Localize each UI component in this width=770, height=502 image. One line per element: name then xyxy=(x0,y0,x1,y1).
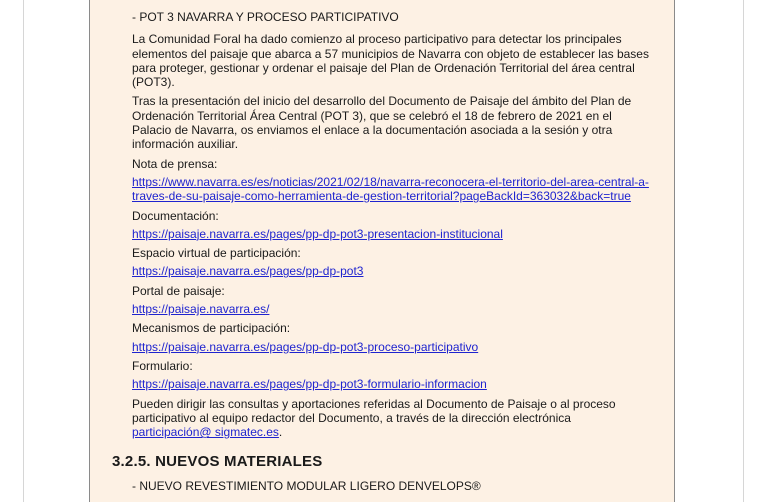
label-virtual-space: Espacio virtual de participación: xyxy=(132,246,301,261)
label-press-note: Nota de prensa: xyxy=(132,156,218,171)
link-form[interactable]: https://paisaje.navarra.es/pages/pp-dp-pot3-formulario-informacion xyxy=(132,377,487,392)
section-heading: 3.2.5. NUEVOS MATERIALES xyxy=(112,453,323,470)
paragraph-presentation: Tras la presentación del inicio del desarrollo del Documento de Paisaje del ámbito del Plan de Ordenación Territorial Área Central (POT 3), que se celebró el 18 de febrero de 2021 en el Palacio de Navarra, os enviamos el enlace a la documentación asociada a la sesión y otra información auxiliar. xyxy=(132,94,632,152)
link-press-note[interactable]: https://www.navarra.es/es/noticias/2021/02/18/navarra-reconocera-el-territorio-del-area-central-a-traves-de-su-paisaje-como-herramienta-de-gestion-territorial?pageBackId=363032&back=true xyxy=(132,174,649,204)
link-participation-mechanisms[interactable]: https://paisaje.navarra.es/pages/pp-dp-pot3-proceso-participativo xyxy=(132,339,479,354)
link-documentation[interactable]: https://paisaje.navarra.es/pages/pp-dp-pot3-presentacion-institucional xyxy=(132,226,503,241)
closing-paragraph xyxy=(132,397,652,440)
label-form: Formulario: xyxy=(132,358,193,373)
link-virtual-space[interactable]: https://paisaje.navarra.es/pages/pp-dp-pot3 xyxy=(132,264,364,279)
closing-end: . xyxy=(278,425,283,440)
label-documentation: Documentación: xyxy=(132,208,219,223)
email-link[interactable]: participación@ sigmatec.es xyxy=(132,425,279,440)
closing-text: Pueden dirigir las consultas y aportaciones referidas al Documento de Paisaje o al proceso participativo al equipo redactor del Documento, a través de la dirección electrónica xyxy=(132,396,616,425)
label-participation-mechanisms: Mecanismos de participación: xyxy=(132,321,291,336)
subsection-title: - NUEVO REVESTIMIENTO MODULAR LIGERO DENVELOPS® xyxy=(132,479,481,493)
section-content xyxy=(132,10,652,444)
section-title: - POT 3 NAVARRA Y PROCESO PARTICIPATIVO xyxy=(132,10,399,24)
link-landscape-portal[interactable]: https://paisaje.navarra.es/ xyxy=(132,302,270,317)
paragraph-intro: La Comunidad Foral ha dado comienzo al proceso participativo para detectar los principales elementos del paisaje que abarca a 57 municipios de Navarra con objeto de establecer las bases para proteger, gestionar y ordenar el paisaje del Plan de Ordenación Territorial del área central (POT3). xyxy=(132,32,649,90)
label-landscape-portal: Portal de paisaje: xyxy=(132,283,225,298)
